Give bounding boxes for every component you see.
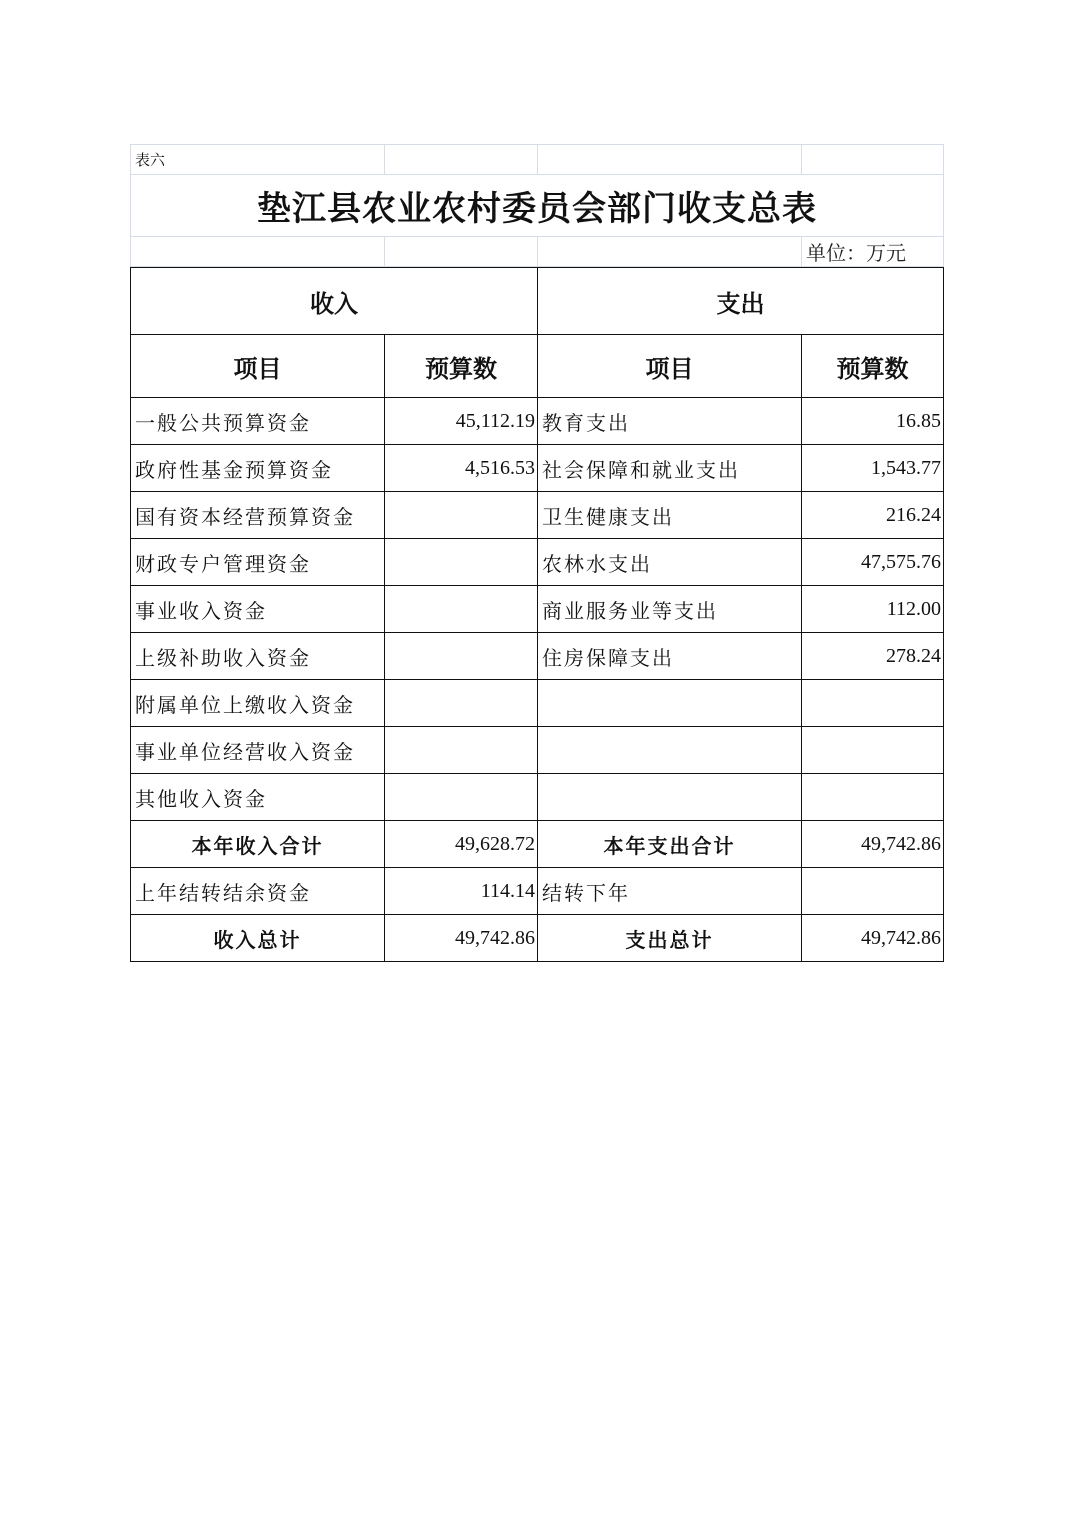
expense-amount — [802, 774, 944, 821]
income-item: 上级补助收入资金 — [131, 633, 385, 680]
income-item: 附属单位上缴收入资金 — [131, 680, 385, 727]
table-row — [131, 633, 944, 680]
expense-item — [538, 727, 802, 774]
income-amount — [385, 492, 538, 539]
expense-amount: 216.24 — [802, 492, 944, 539]
table-row — [131, 539, 944, 586]
income-item: 一般公共预算资金 — [131, 398, 385, 445]
expense-year-total-label: 本年支出合计 — [538, 821, 802, 868]
table-row — [131, 727, 944, 774]
table-row — [131, 398, 944, 445]
income-budget-header: 预算数 — [385, 335, 538, 398]
expense-item — [538, 774, 802, 821]
expense-grand-total-amount: 49,742.86 — [802, 915, 944, 962]
income-item: 事业单位经营收入资金 — [131, 727, 385, 774]
expense-amount: 47,575.76 — [802, 539, 944, 586]
expense-item: 卫生健康支出 — [538, 492, 802, 539]
income-item: 国有资本经营预算资金 — [131, 492, 385, 539]
expense-section-header: 支出 — [538, 268, 944, 335]
income-item: 财政专户管理资金 — [131, 539, 385, 586]
income-carry-amount: 114.14 — [385, 868, 538, 915]
expense-item: 农林水支出 — [538, 539, 802, 586]
page-title: 垫江县农业农村委员会部门收支总表 — [131, 175, 944, 237]
expense-amount: 16.85 — [802, 398, 944, 445]
expense-budget-header: 预算数 — [802, 335, 944, 398]
income-item: 政府性基金预算资金 — [131, 445, 385, 492]
expense-carry-amount — [802, 868, 944, 915]
table-row — [131, 680, 944, 727]
sheet-header-grid — [130, 144, 944, 267]
income-amount: 4,516.53 — [385, 445, 538, 492]
income-year-total-amount: 49,628.72 — [385, 821, 538, 868]
income-amount — [385, 774, 538, 821]
expense-amount — [802, 727, 944, 774]
expense-amount: 1,543.77 — [802, 445, 944, 492]
income-year-total-label: 本年收入合计 — [131, 821, 385, 868]
income-grand-total-label: 收入总计 — [131, 915, 385, 962]
income-amount: 45,112.19 — [385, 398, 538, 445]
income-item: 其他收入资金 — [131, 774, 385, 821]
table-row — [131, 445, 944, 492]
unit-label: 单位：万元 — [802, 237, 944, 267]
expense-item — [538, 680, 802, 727]
table-row — [131, 774, 944, 821]
income-expense-table — [130, 267, 944, 962]
income-amount — [385, 680, 538, 727]
income-amount — [385, 539, 538, 586]
expense-amount: 112.00 — [802, 586, 944, 633]
table-row — [131, 586, 944, 633]
table-row — [131, 492, 944, 539]
expense-amount — [802, 680, 944, 727]
expense-carry-label: 结转下年 — [538, 868, 802, 915]
income-section-header: 收入 — [131, 268, 538, 335]
expense-item: 社会保障和就业支出 — [538, 445, 802, 492]
table-tag: 表六 — [131, 145, 385, 175]
income-item-header: 项目 — [131, 335, 385, 398]
income-item: 事业收入资金 — [131, 586, 385, 633]
income-amount — [385, 633, 538, 680]
expense-grand-total-label: 支出总计 — [538, 915, 802, 962]
income-amount — [385, 727, 538, 774]
income-grand-total-amount: 49,742.86 — [385, 915, 538, 962]
income-amount — [385, 586, 538, 633]
expense-item: 教育支出 — [538, 398, 802, 445]
expense-item: 住房保障支出 — [538, 633, 802, 680]
expense-amount: 278.24 — [802, 633, 944, 680]
expense-item-header: 项目 — [538, 335, 802, 398]
expense-year-total-amount: 49,742.86 — [802, 821, 944, 868]
expense-item: 商业服务业等支出 — [538, 586, 802, 633]
income-carry-label: 上年结转结余资金 — [131, 868, 385, 915]
budget-sheet — [130, 144, 943, 962]
